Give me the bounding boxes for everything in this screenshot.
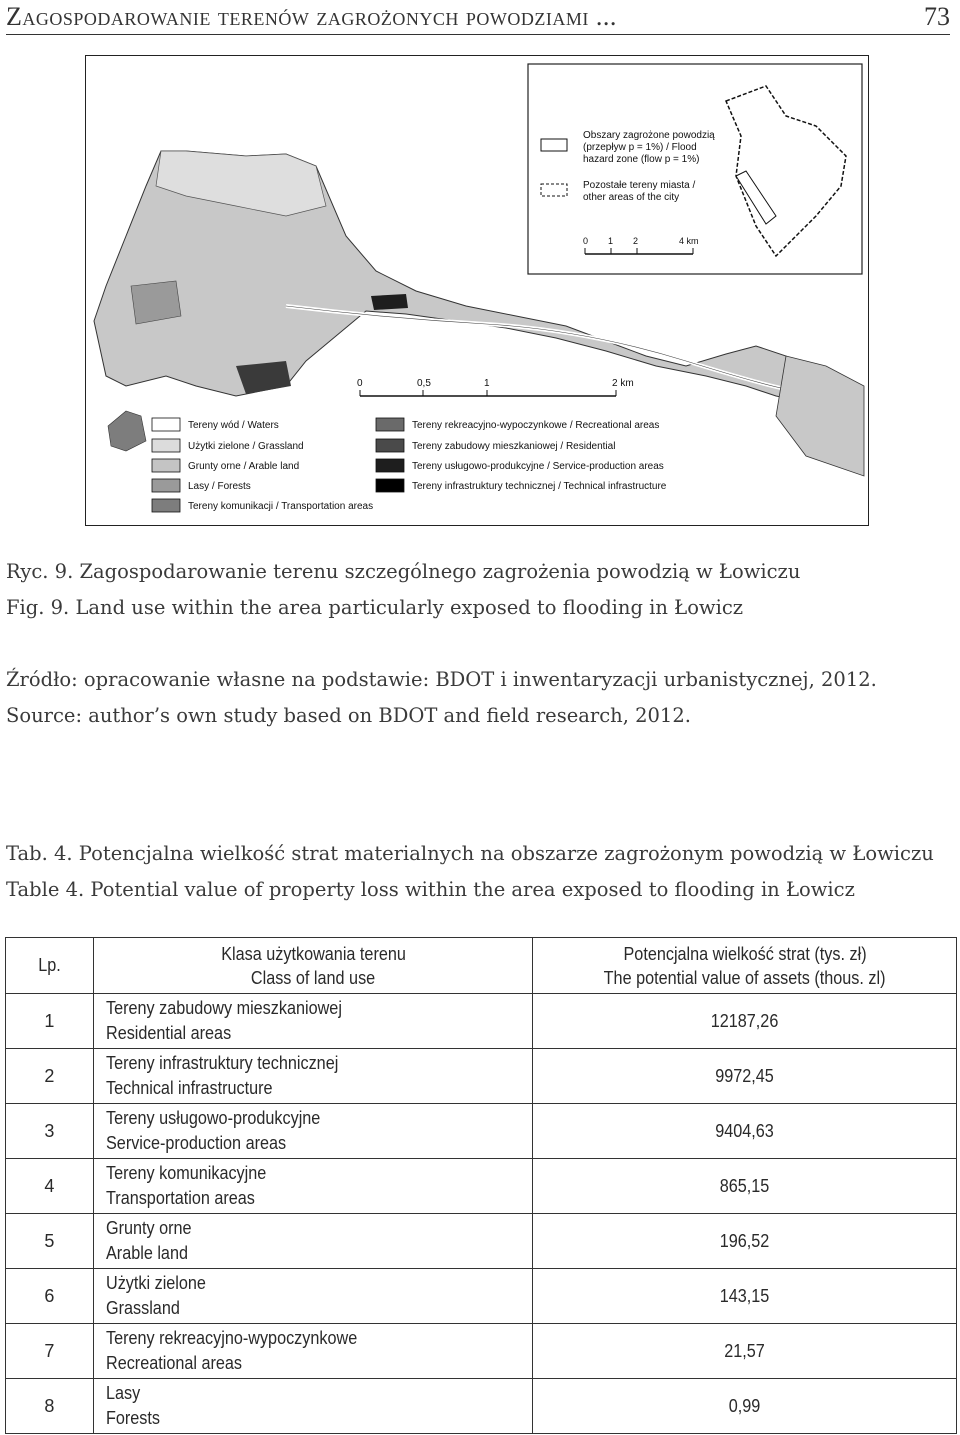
legend-forests-label: Lasy / Forests <box>188 481 251 492</box>
svg-text:0: 0 <box>357 378 363 389</box>
row-class: Tereny rekreacyjno-wypoczynkowe Recreational areas <box>93 1324 533 1379</box>
inset-legend-flood-swatch <box>541 139 567 151</box>
source-pl: Źródło: opracowanie własne na podstawie: BDOT i inwentaryzacji urbanistycznej, 2012. <box>6 668 877 691</box>
row-value: 9404,63 <box>533 1104 957 1159</box>
table-row <box>6 1159 957 1214</box>
table-row <box>6 994 957 1049</box>
caption-fig: Fig. 9. Land use within the area particularly exposed to flooding in Łowicz <box>6 596 744 619</box>
legend-grassland-swatch <box>152 439 180 452</box>
map-residential-block <box>236 361 291 394</box>
running-header <box>6 0 950 35</box>
row-class: Lasy Forests <box>93 1379 533 1434</box>
row-lp: 1 <box>6 994 94 1049</box>
map-land-east-tip <box>776 356 864 476</box>
land-use-map-figure <box>85 55 869 526</box>
row-lp: 4 <box>6 1159 94 1214</box>
legend-waters-swatch <box>152 418 180 431</box>
loss-value-table <box>5 937 957 1434</box>
row-class: Użytki zielone Grassland <box>93 1269 533 1324</box>
legend-forests-swatch <box>152 479 180 492</box>
row-class: Tereny komunikacyjne Transportation areas <box>93 1159 533 1214</box>
caption-ryc: Ryc. 9. Zagospodarowanie terenu szczególnego zagrożenia powodzią w Łowiczu <box>6 560 801 583</box>
land-use-map <box>86 56 868 525</box>
map-service-patch <box>371 294 408 310</box>
header-lp: Lp. <box>6 938 94 994</box>
row-value: 143,15 <box>533 1269 957 1324</box>
legend-infrastructure-swatch <box>376 479 404 492</box>
svg-text:2: 2 <box>633 236 639 246</box>
row-value: 12187,26 <box>533 994 957 1049</box>
legend-left <box>152 418 373 512</box>
row-lp: 3 <box>6 1104 94 1159</box>
inset-legend-flood-text: Obszary zagrożone powodzią (przepływ p = 1%) / Flood hazard zone (flow p = 1%) <box>583 130 715 165</box>
row-lp: 7 <box>6 1324 94 1379</box>
header-title: Zagospodarowanie terenów zagrożonych powodziami ... <box>6 2 617 31</box>
row-class: Tereny usługowo-produkcyjne Service-production areas <box>93 1104 533 1159</box>
map-forest-patch <box>131 281 181 324</box>
table-header-row <box>6 938 957 994</box>
table-row <box>6 1214 957 1269</box>
table-row <box>6 1104 957 1159</box>
table-caption-pl: Tab. 4. Potencjalna wielkość strat materialnych na obszarze zagrożonym powodzią w Łowiczu <box>6 842 934 865</box>
inset-legend-other-swatch <box>541 184 567 196</box>
legend-arable-swatch <box>152 459 180 472</box>
legend-service-label: Tereny usługowo-produkcyjne / Service-production areas <box>412 461 664 472</box>
svg-text:0,5: 0,5 <box>417 378 431 389</box>
svg-text:1: 1 <box>484 378 490 389</box>
svg-text:1: 1 <box>608 236 614 246</box>
row-lp: 6 <box>6 1269 94 1324</box>
table-row <box>6 1379 957 1434</box>
row-value: 0,99 <box>533 1379 957 1434</box>
row-lp: 5 <box>6 1214 94 1269</box>
header-value: Potencjalna wielkość strat (tys. zł) The potential value of assets (thous. zl) <box>533 938 957 994</box>
row-value: 9972,45 <box>533 1049 957 1104</box>
svg-text:0: 0 <box>583 236 589 246</box>
legend-residential-swatch <box>376 439 404 452</box>
row-class: Tereny infrastruktury technicznej Technical infrastructure <box>93 1049 533 1104</box>
row-value: 865,15 <box>533 1159 957 1214</box>
header-class: Klasa użytkowania terenu Class of land use <box>93 938 533 994</box>
legend-waters-label: Tereny wód / Waters <box>188 420 279 431</box>
page-number: 73 <box>924 2 950 31</box>
inset-legend-other-text: Pozostałe tereny miasta / other areas of the city <box>583 180 696 203</box>
legend-recreational-swatch <box>376 418 404 431</box>
table-row <box>6 1049 957 1104</box>
legend-grassland-label: Użytki zielone / Grassland <box>188 441 304 452</box>
row-lp: 2 <box>6 1049 94 1104</box>
legend-arable-label: Grunty orne / Arable land <box>188 461 300 472</box>
legend-recreational-label: Tereny rekreacyjno-wypoczynkowe / Recreational areas <box>412 420 660 431</box>
table-row <box>6 1324 957 1379</box>
row-lp: 8 <box>6 1379 94 1434</box>
legend-right <box>376 418 667 492</box>
table-caption-en: Table 4. Potential value of property loss within the area exposed to flooding in Łowicz <box>6 878 855 901</box>
row-class: Grunty orne Arable land <box>93 1214 533 1269</box>
legend-service-swatch <box>376 459 404 472</box>
table-row <box>6 1269 957 1324</box>
svg-text:4 km: 4 km <box>679 236 699 246</box>
main-scale-bar <box>357 378 634 396</box>
row-value: 196,52 <box>533 1214 957 1269</box>
legend-residential-label: Tereny zabudowy mieszkaniowej / Residential <box>412 441 616 452</box>
legend-infrastructure-label: Tereny infrastruktury technicznej / Technical infrastructure <box>412 481 667 492</box>
row-class: Tereny zabudowy mieszkaniowej Residential areas <box>93 994 533 1049</box>
map-land-south-west <box>108 411 146 451</box>
svg-text:2 km: 2 km <box>612 378 634 389</box>
legend-transport-label: Tereny komunikacji / Transportation areas <box>188 501 374 512</box>
row-value: 21,57 <box>533 1324 957 1379</box>
source-en: Source: author’s own study based on BDOT and field research, 2012. <box>6 704 691 727</box>
legend-transport-swatch <box>152 499 180 512</box>
